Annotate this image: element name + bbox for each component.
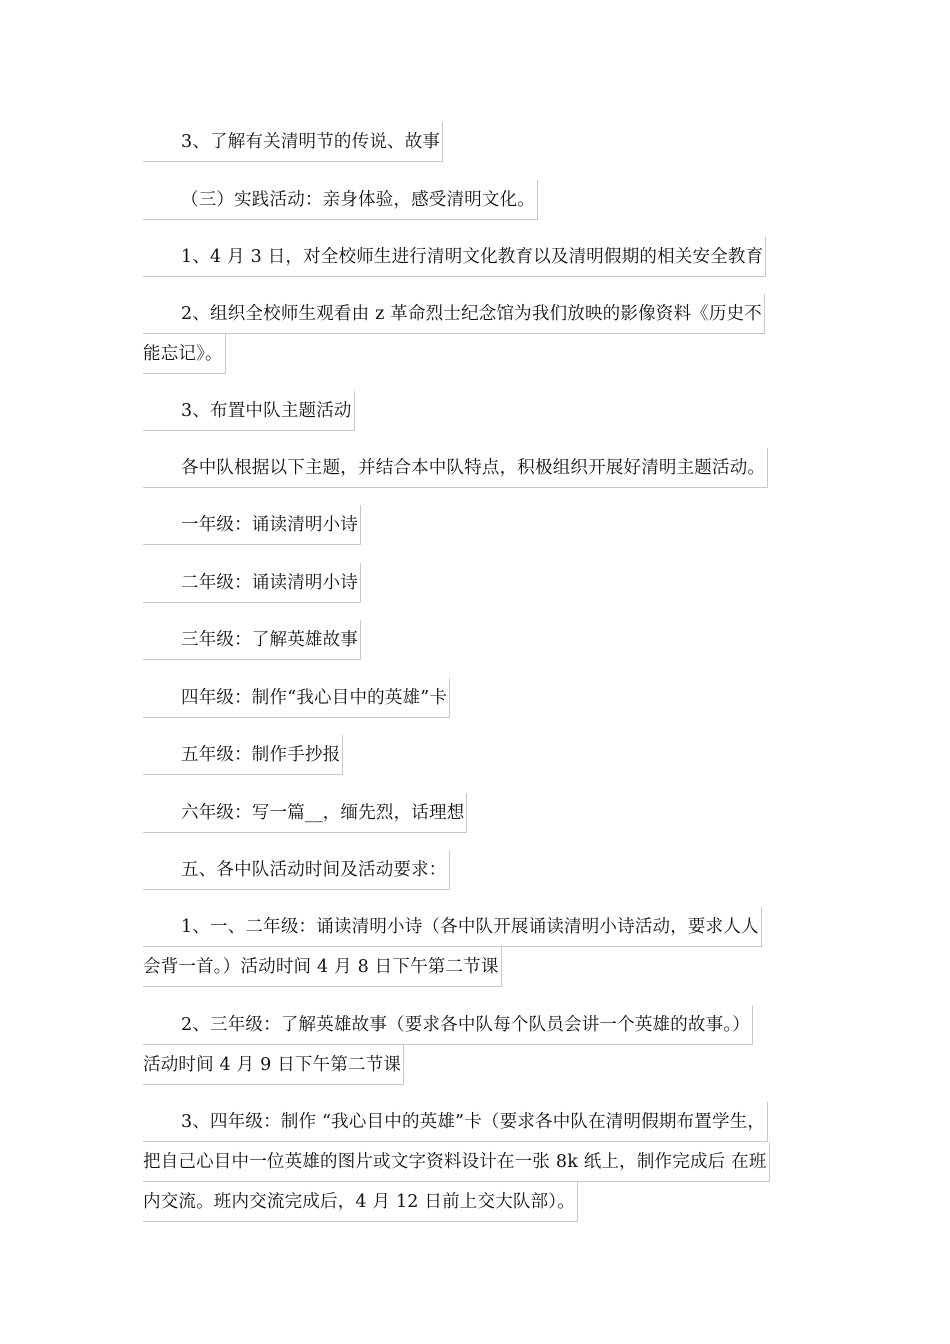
grade-item-1 bbox=[143, 505, 807, 545]
paragraph-practice-item-2 bbox=[143, 294, 807, 374]
text-line: 把自己心目中一位英雄的图片或文字资料设计在一张 8k 纸上，制作完成后 在班 bbox=[143, 1142, 770, 1182]
section-heading-schedule bbox=[143, 850, 807, 890]
paragraph-practice-item-1 bbox=[143, 237, 807, 277]
text-line: 内交流。班内交流完成后，4 月 12 日前上交大队部）。 bbox=[143, 1182, 578, 1222]
text-line: 3、四年级：制作 “我心目中的英雄”卡（要求各中队在清明假期布置学生， bbox=[143, 1102, 768, 1142]
text-line: 1、4 月 3 日，对全校师生进行清明文化教育以及清明假期的相关安全教育 bbox=[143, 237, 766, 277]
text-line: 五年级：制作手抄报 bbox=[143, 735, 343, 775]
section-heading-practice bbox=[143, 180, 807, 220]
text-line: 3、布置中队主题活动 bbox=[143, 391, 355, 431]
paragraph-squad-intro bbox=[143, 448, 807, 488]
text-line: 能忘记》。 bbox=[143, 334, 226, 374]
text-line: 活动时间 4 月 9 日下午第二节课 bbox=[143, 1045, 404, 1085]
text-line: 一年级：诵读清明小诗 bbox=[143, 505, 361, 545]
grade-item-3 bbox=[143, 620, 807, 660]
grade-item-5 bbox=[143, 735, 807, 775]
text-line: 3、了解有关清明节的传说、故事 bbox=[143, 122, 443, 162]
paragraph-practice-item-3 bbox=[143, 391, 807, 431]
text-line: 六年级：写一篇__，缅先烈，话理想 bbox=[143, 793, 467, 833]
text-line: （三）实践活动：亲身体验，感受清明文化。 bbox=[143, 180, 538, 220]
schedule-item-2 bbox=[143, 1005, 807, 1085]
schedule-item-1 bbox=[143, 907, 807, 987]
text-line: 1、一、二年级：诵读清明小诗（各中队开展诵读清明小诗活动，要求人人 bbox=[143, 907, 762, 947]
text-line: 2、三年级：了解英雄故事（要求各中队每个队员会讲一个英雄的故事。） bbox=[143, 1005, 753, 1045]
text-line: 各中队根据以下主题，并结合本中队特点，积极组织开展好清明主题活动。 bbox=[143, 448, 768, 488]
grade-item-6 bbox=[143, 793, 807, 833]
text-line: 四年级：制作“我心目中的英雄”卡 bbox=[143, 678, 450, 718]
text-line: 二年级：诵读清明小诗 bbox=[143, 563, 361, 603]
text-line: 会背一首。）活动时间 4 月 8 日下午第二节课 bbox=[143, 947, 502, 987]
text-line: 2、组织全校师生观看由 z 革命烈士纪念馆为我们放映的影像资料《历史不 bbox=[143, 294, 765, 334]
grade-item-4 bbox=[143, 678, 807, 718]
grade-item-2 bbox=[143, 563, 807, 603]
schedule-item-3 bbox=[143, 1102, 807, 1222]
paragraph-legend-item-3 bbox=[143, 122, 807, 162]
text-line: 五、各中队活动时间及活动要求： bbox=[143, 850, 450, 890]
text-line: 三年级：了解英雄故事 bbox=[143, 620, 361, 660]
